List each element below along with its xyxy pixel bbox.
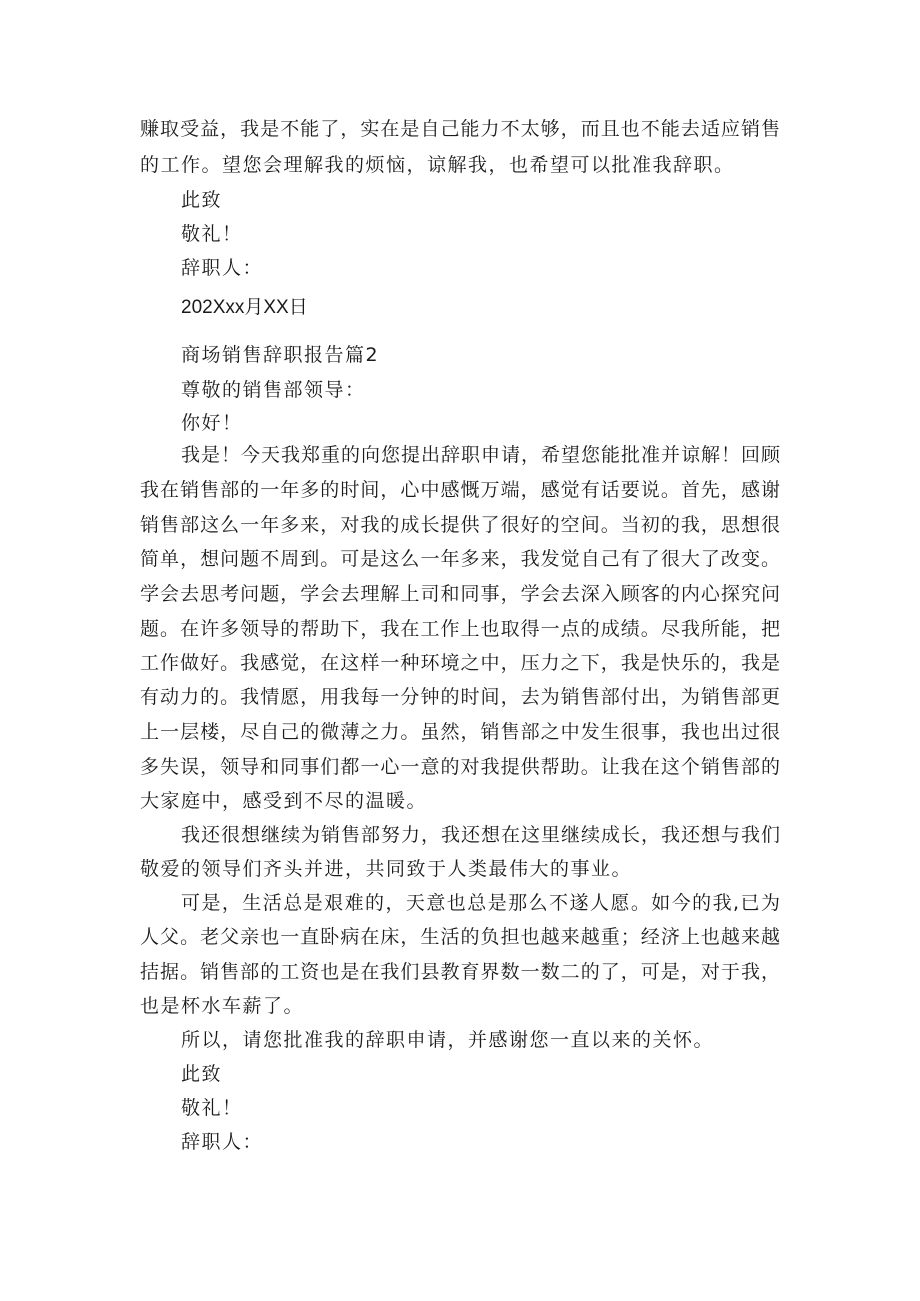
closing1-signer: 辞职人： bbox=[181, 257, 264, 279]
closing1-cizhi: 此致 bbox=[181, 189, 223, 211]
para1-line-11: 大家庭中，感受到不尽的温暖。 bbox=[140, 790, 428, 812]
section2-greeting: 你好！ bbox=[181, 412, 243, 434]
section2-title: 商场销售辞职报告篇2 bbox=[181, 344, 380, 366]
closing1-date: 202Xxx月XX日 bbox=[181, 297, 308, 318]
para1-line-1: 我是！今天我郑重的向您提出辞职申请，希望您能批准并谅解！回顾 bbox=[181, 444, 780, 466]
para2-line-2: 敬爱的领导们齐头并进，共同致于人类最伟大的事业。 bbox=[140, 858, 633, 880]
para2-line-1: 我还很想继续为销售部努力，我还想在这里继续成长，我还想与我们 bbox=[181, 824, 780, 846]
para3-line-4: 也是杯水车薪了。 bbox=[140, 995, 305, 1017]
para1-line-6: 题。在许多领导的帮助下，我在工作上也取得一点的成绩。尽我所能，把 bbox=[140, 618, 780, 640]
para1-line-5: 学会去思考问题，学会去理解上司和同事，学会去深入顾客的内心探究问 bbox=[140, 583, 780, 605]
section2-salutation: 尊敬的销售部领导： bbox=[181, 379, 366, 401]
intro-line-1: 赚取受益，我是不能了，实在是自己能力不太够，而且也不能去适应销售 bbox=[140, 118, 780, 140]
closing2-signer: 辞职人： bbox=[181, 1131, 264, 1153]
para1-line-9: 上一层楼，尽自己的微薄之力。虽然，销售部之中发生很事，我也出过很 bbox=[140, 721, 780, 743]
para1-line-10: 多失误，领导和同事们都一心一意的对我提供帮助。让我在这个销售部的 bbox=[140, 756, 780, 778]
para1-line-2: 我在销售部的一年多的时间，心中感慨万端，感觉有话要说。首先，感谢 bbox=[140, 479, 780, 501]
intro-line-2: 的工作。望您会理解我的烦恼，谅解我，也希望可以批准我辞职。 bbox=[140, 154, 735, 176]
closing1-jingli: 敬礼！ bbox=[181, 223, 243, 245]
closing2-cizhi: 此致 bbox=[181, 1063, 223, 1085]
para1-line-7: 工作做好。我感觉，在这样一种环境之中，压力之下，我是快乐的，我是 bbox=[140, 652, 780, 674]
para3-line-3: 拮据。销售部的工资也是在我们县教育界数一数二的了，可是，对于我， bbox=[140, 961, 780, 983]
para1-line-8: 有动力的。我情愿，用我每一分钟的时间，去为销售部付出，为销售部更 bbox=[140, 686, 780, 708]
para3-line-1: 可是，生活总是艰难的，天意也总是那么不遂人愿。如今的我,已为 bbox=[181, 892, 780, 914]
para1-line-3: 销售部这么一年多来，对我的成长提供了很好的空间。当初的我，思想很 bbox=[140, 514, 780, 536]
para4: 所以，请您批准我的辞职申请，并感谢您一直以来的关怀。 bbox=[181, 1029, 715, 1051]
closing2-jingli: 敬礼！ bbox=[181, 1097, 243, 1119]
para3-line-2: 人父。老父亲也一直卧病在床，生活的负担也越来越重；经济上也越来越 bbox=[140, 926, 780, 948]
para1-line-4: 简单，想问题不周到。可是这么一年多来，我发觉自己有了很大了改变。 bbox=[140, 548, 780, 570]
